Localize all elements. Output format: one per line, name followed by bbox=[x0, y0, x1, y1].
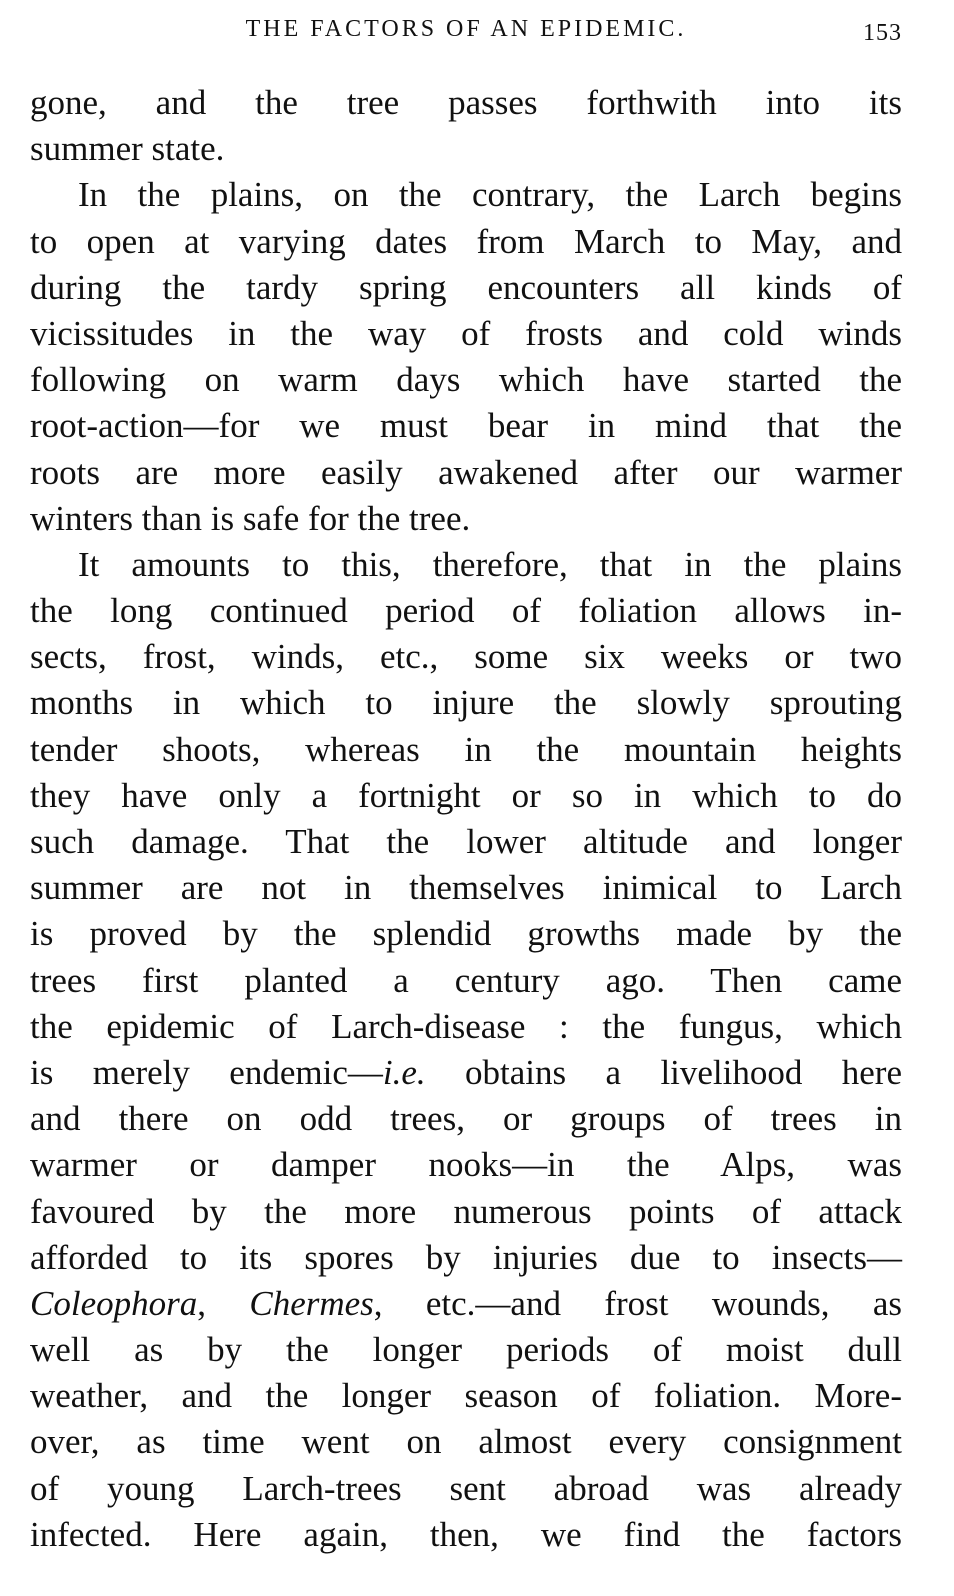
text-segment: weather, and the longer season of foliation. More- bbox=[30, 1376, 902, 1416]
body-text bbox=[30, 80, 902, 1558]
text-segment: obtains a livelihood here bbox=[425, 1052, 902, 1092]
text-line bbox=[30, 1096, 902, 1142]
text-segment: , bbox=[197, 1283, 250, 1323]
text-line bbox=[30, 865, 902, 911]
text-segment: , etc.—and frost wounds, as bbox=[373, 1283, 902, 1323]
text-line bbox=[30, 542, 902, 588]
text-line bbox=[30, 588, 902, 634]
text-line bbox=[30, 773, 902, 819]
text-segment: warmer or damper nooks—in the Alps, was bbox=[30, 1145, 902, 1185]
text-segment: the long continued period of foliation allows in- bbox=[30, 591, 902, 631]
text-line bbox=[30, 1050, 902, 1096]
text-line bbox=[30, 1327, 902, 1373]
text-line bbox=[30, 496, 902, 542]
text-line bbox=[30, 403, 902, 449]
text-segment: It amounts to this, therefore, that in the plains bbox=[78, 544, 902, 584]
text-segment: roots are more easily awakened after our warmer bbox=[30, 452, 902, 492]
text-line bbox=[30, 172, 902, 218]
text-segment: well as by the longer periods of moist dull bbox=[30, 1330, 902, 1370]
text-line bbox=[30, 1281, 902, 1327]
text-line bbox=[30, 727, 902, 773]
text-segment: and there on odd trees, or groups of trees in bbox=[30, 1099, 902, 1139]
text-line bbox=[30, 911, 902, 957]
text-line bbox=[30, 1466, 902, 1512]
text-segment: the epidemic of Larch-disease : the fungus, which bbox=[30, 1006, 902, 1046]
text-segment: sects, frost, winds, etc., some six weeks or two bbox=[30, 637, 902, 677]
text-segment: In the plains, on the contrary, the Larch begins bbox=[78, 175, 902, 215]
text-line bbox=[30, 265, 902, 311]
text-line bbox=[30, 126, 902, 172]
text-line bbox=[30, 1189, 902, 1235]
text-segment: vicissitudes in the way of frosts and cold winds bbox=[30, 313, 902, 353]
text-segment: to open at varying dates from March to May, and bbox=[30, 221, 902, 261]
text-segment: they have only a fortnight or so in which to do bbox=[30, 775, 902, 815]
text-line bbox=[30, 634, 902, 680]
italic-text-segment: Chermes bbox=[249, 1283, 374, 1323]
text-segment: tender shoots, whereas in the mountain heights bbox=[30, 729, 902, 769]
text-segment: is merely endemic— bbox=[30, 1052, 383, 1092]
text-line bbox=[30, 357, 902, 403]
running-title: THE FACTORS OF AN EPIDEMIC. bbox=[245, 16, 687, 42]
text-line bbox=[30, 219, 902, 265]
running-head bbox=[30, 10, 902, 50]
text-line bbox=[30, 1512, 902, 1558]
text-line bbox=[30, 311, 902, 357]
text-segment: trees first planted a century ago. Then came bbox=[30, 960, 902, 1000]
text-line bbox=[30, 1142, 902, 1188]
text-segment: during the tardy spring encounters all kinds of bbox=[30, 267, 902, 307]
text-segment: root-action—for we must bear in mind that the bbox=[30, 406, 902, 446]
italic-text-segment: i.e. bbox=[382, 1052, 426, 1092]
text-segment: of young Larch-trees sent abroad was already bbox=[30, 1468, 902, 1508]
text-line bbox=[30, 819, 902, 865]
text-segment: gone, and the tree passes forthwith into its bbox=[30, 83, 902, 122]
italic-text-segment: Coleophora bbox=[30, 1283, 198, 1323]
text-segment: over, as time went on almost every consignment bbox=[30, 1422, 902, 1462]
text-segment: summer are not in themselves inimical to Larch bbox=[30, 868, 902, 908]
text-segment: is proved by the splendid growths made by the bbox=[30, 914, 902, 954]
text-line bbox=[30, 680, 902, 726]
text-segment: winters than is safe for the tree. bbox=[30, 498, 471, 538]
text-segment: such damage. That the lower altitude and longer bbox=[30, 822, 902, 861]
text-segment: summer state. bbox=[30, 129, 225, 169]
text-line bbox=[30, 450, 902, 496]
text-line bbox=[30, 1235, 902, 1281]
text-line bbox=[30, 1419, 902, 1465]
text-segment: months in which to injure the slowly sprouting bbox=[30, 683, 902, 723]
text-segment: afforded to its spores by injuries due to insects— bbox=[30, 1237, 902, 1277]
text-line bbox=[30, 958, 902, 1004]
text-line bbox=[30, 1004, 902, 1050]
text-line bbox=[30, 1373, 902, 1419]
page-number: 153 bbox=[863, 20, 902, 46]
text-line bbox=[30, 80, 902, 126]
text-segment: following on warm days which have started the bbox=[30, 360, 902, 400]
text-segment: infected. Here again, then, we find the factors bbox=[30, 1514, 902, 1554]
text-segment: favoured by the more numerous points of attack bbox=[30, 1191, 902, 1231]
